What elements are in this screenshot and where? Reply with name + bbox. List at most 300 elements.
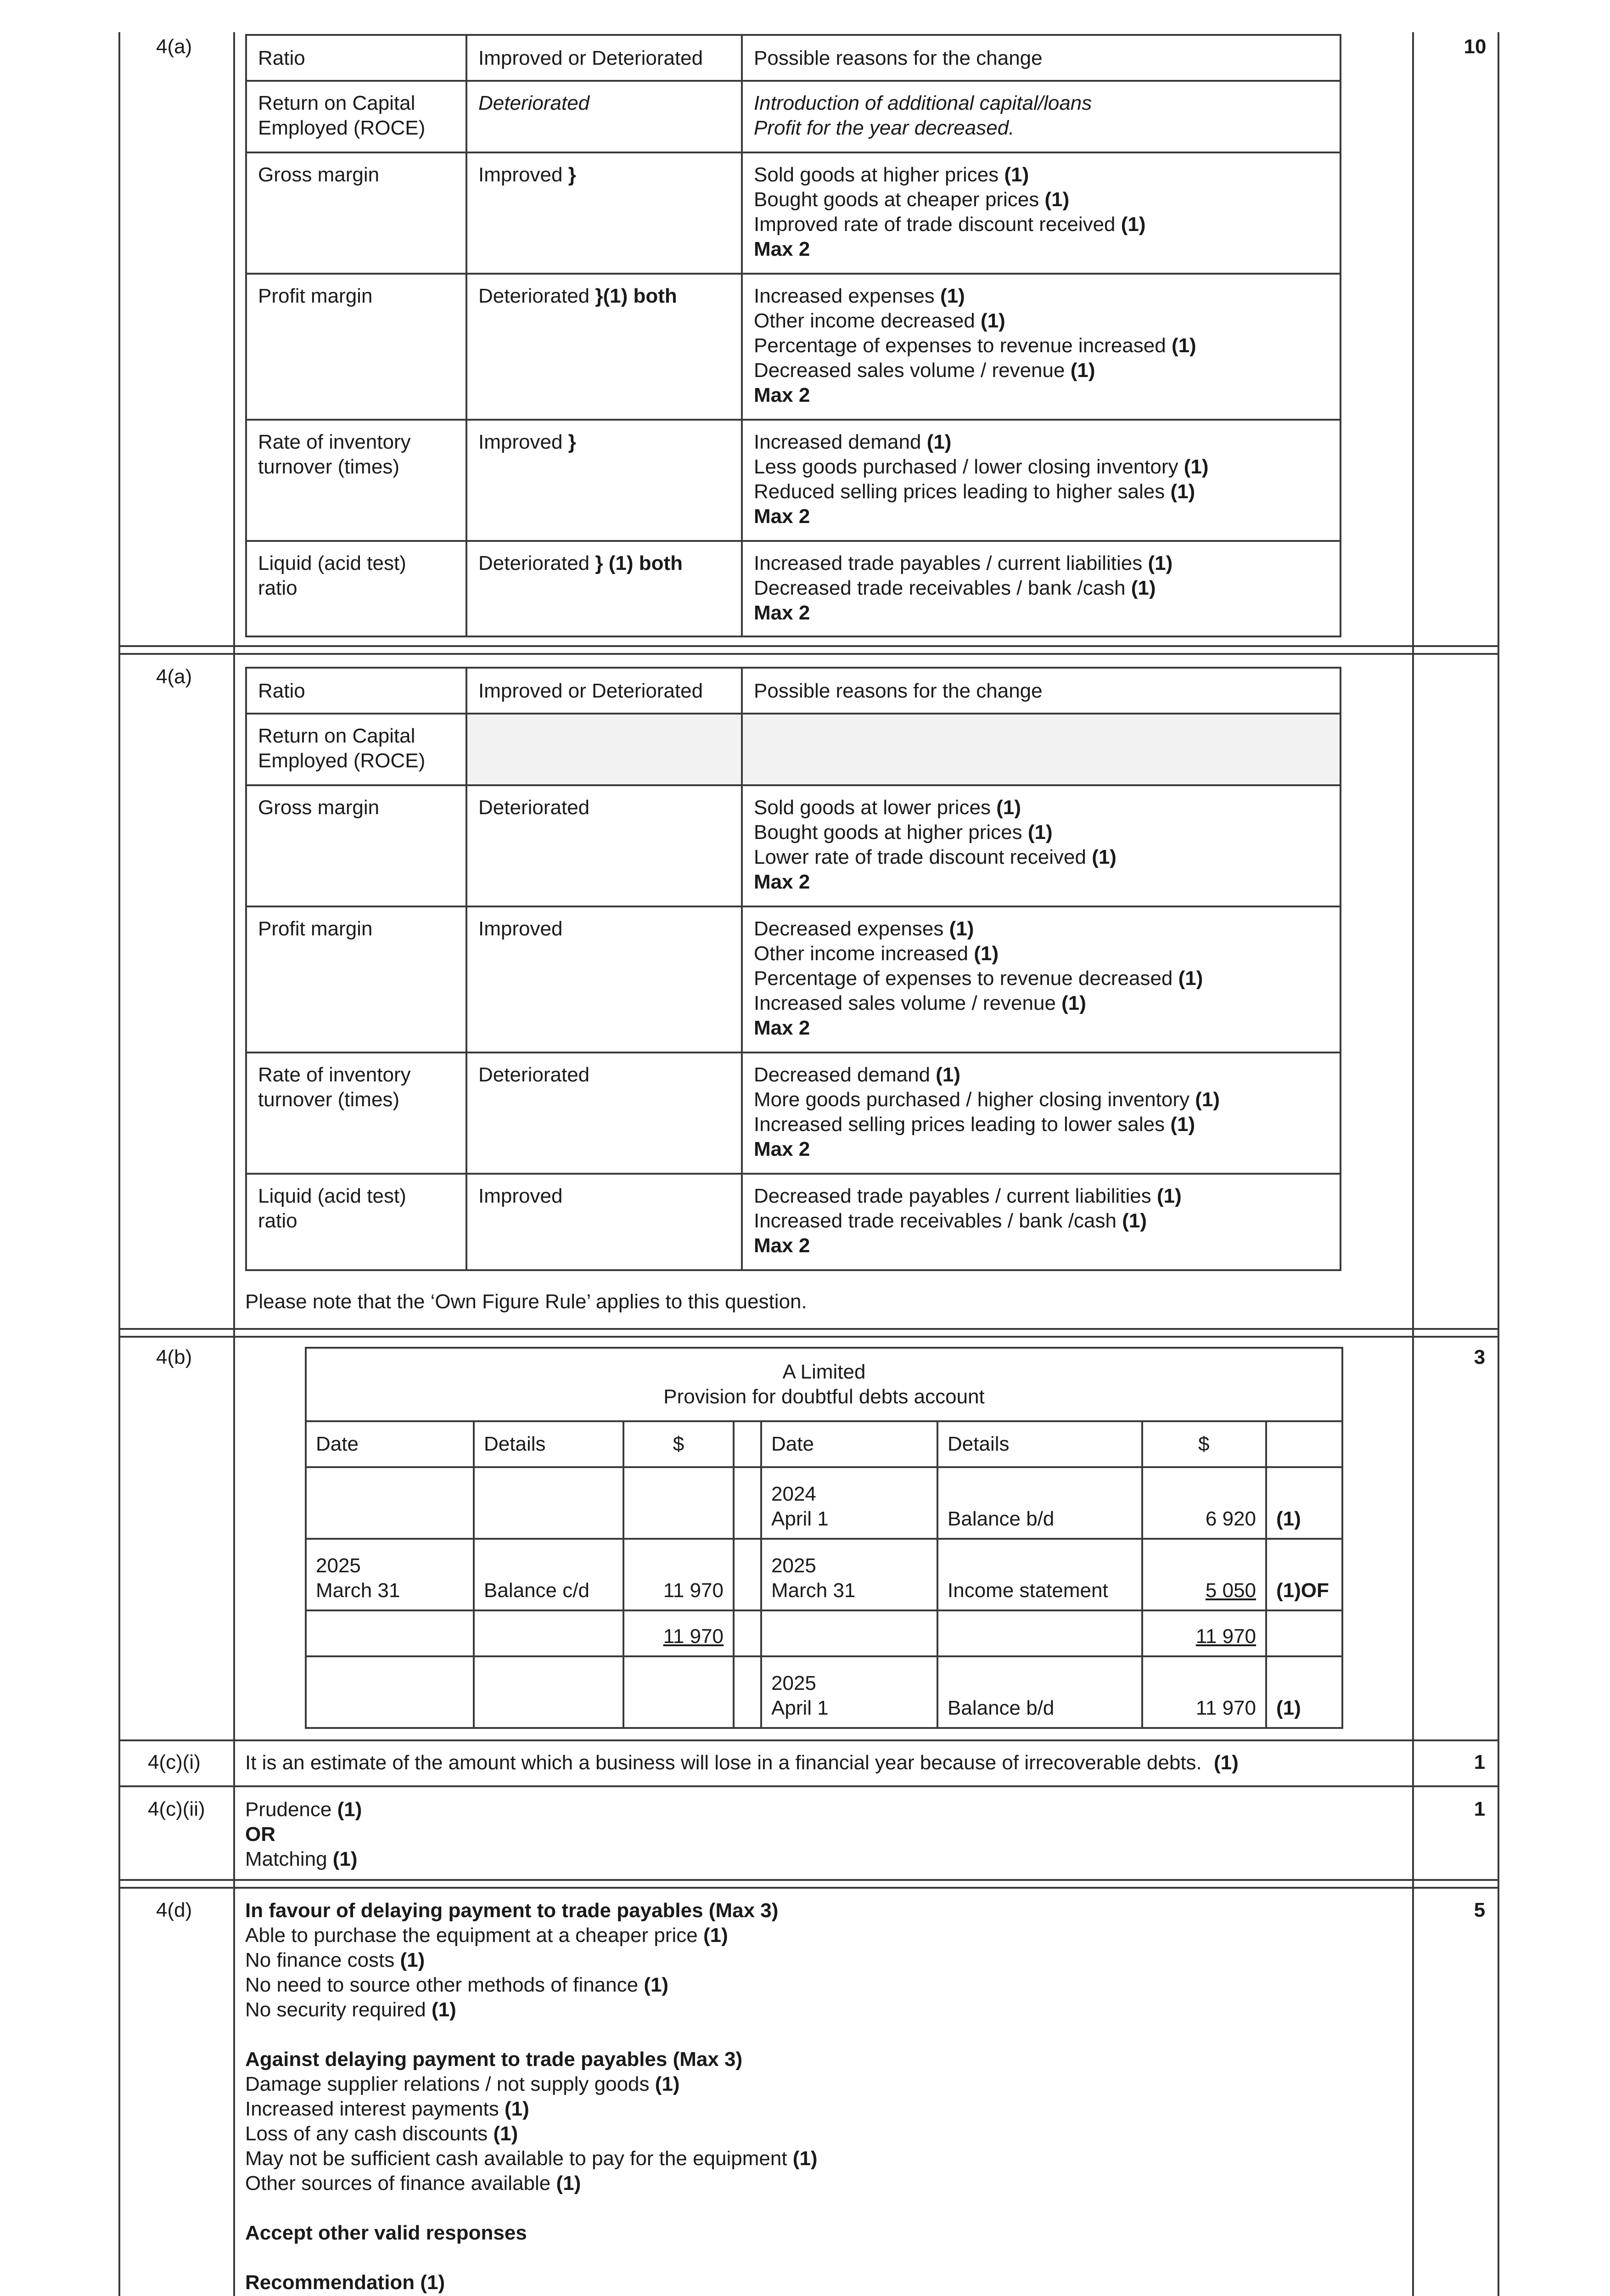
ratio-name: turnover (times) xyxy=(258,1088,400,1111)
list-item-mark: (1) xyxy=(792,2147,818,2170)
list-item-mark: (1) xyxy=(703,1924,728,1947)
total-marks: 10 xyxy=(1464,35,1487,58)
reasons-line xyxy=(754,1087,1329,1112)
answer-text: Improved rate of trade discount received xyxy=(754,213,1121,236)
change-line xyxy=(478,795,730,820)
reasons-line xyxy=(754,966,1329,991)
reasons-line xyxy=(754,1233,1329,1258)
header-ratio: Ratio xyxy=(246,668,466,714)
reasons-line xyxy=(754,455,1329,479)
header-reasons: Possible reasons for the change xyxy=(742,668,1341,714)
mark-text: (1) xyxy=(1157,1185,1182,1207)
header-change: Improved or Deteriorated xyxy=(466,668,742,714)
list-item-mark: (1) xyxy=(504,2098,529,2120)
change-line xyxy=(478,91,730,116)
favour-heading: In favour of delaying payment to trade payables (Max 3) xyxy=(245,1899,779,1922)
empty-cell xyxy=(937,1610,1142,1656)
table-header-row xyxy=(246,668,1341,714)
list-item-text: Increased interest payments xyxy=(245,2098,505,2120)
mark-text: (1) xyxy=(996,796,1021,819)
mark-text: (1) xyxy=(1004,163,1029,186)
change-line xyxy=(478,1184,730,1209)
entry-details: Balance b/d xyxy=(937,1656,1142,1728)
reasons-line xyxy=(754,187,1329,212)
total-marks: 3 xyxy=(1474,1346,1486,1368)
list-item-mark: (1) xyxy=(655,2073,680,2095)
blank-line xyxy=(245,2196,818,2221)
ratio-name: Profit margin xyxy=(258,917,373,940)
mark-text: Max 2 xyxy=(754,1138,810,1160)
list-item-text: No need to source other methods of finance xyxy=(245,1974,644,1996)
mark-text: (1) xyxy=(1170,480,1195,503)
answer-line xyxy=(245,1847,362,1872)
mark-text: } xyxy=(568,163,576,186)
entry-year: 2024 xyxy=(771,1483,816,1505)
reasons-line xyxy=(754,576,1329,601)
change-cell xyxy=(466,1052,742,1174)
entry-mark: (1)OF xyxy=(1266,1539,1342,1610)
header-mark xyxy=(1266,1421,1342,1467)
ratio-name: Employed (ROCE) xyxy=(258,117,426,139)
list-item xyxy=(245,2146,818,2171)
mark-text: (1) xyxy=(949,917,974,940)
mark-text: (1) xyxy=(1171,334,1196,357)
total-marks: 5 xyxy=(1474,1899,1486,1921)
ratio-name: Liquid (acid test) xyxy=(258,552,406,574)
ratio-name-cell xyxy=(246,906,466,1052)
list-item xyxy=(245,1948,818,1973)
company-name: A Limited xyxy=(782,1361,866,1383)
entry-day: March 31 xyxy=(771,1579,856,1602)
entry-mark: (1) xyxy=(1266,1656,1342,1728)
ratio-name: Profit margin xyxy=(258,285,373,307)
change-line xyxy=(478,551,730,576)
list-item xyxy=(245,2122,818,2146)
list-item-mark: (1) xyxy=(400,1949,425,1971)
list-item-mark: (1) xyxy=(493,2122,518,2145)
row-divider xyxy=(118,1879,1499,1881)
ratio-name: turnover (times) xyxy=(258,456,400,478)
row-divider xyxy=(118,1328,1499,1330)
question-label: 4(b) xyxy=(156,1346,192,1368)
reasons-cell xyxy=(742,152,1341,274)
reasons-line xyxy=(754,333,1329,358)
entry-date xyxy=(761,1467,937,1539)
ratio-name: ratio xyxy=(258,1210,297,1232)
answer-text: Deteriorated xyxy=(478,796,590,819)
answer-text xyxy=(245,1797,362,1872)
list-item xyxy=(245,1998,818,2022)
reasons-line xyxy=(754,309,1329,333)
answer-text: Bought goods at cheaper prices xyxy=(754,188,1045,211)
change-cell xyxy=(466,1174,742,1270)
empty-cell xyxy=(306,1610,474,1656)
reasons-line xyxy=(754,1063,1329,1087)
mark-text: (1) xyxy=(1131,577,1156,599)
underlined-total: 11 970 xyxy=(1195,1625,1256,1648)
reasons-line xyxy=(754,1209,1329,1233)
entry-day: March 31 xyxy=(316,1579,400,1602)
list-item-text: Loss of any cash discounts xyxy=(245,2122,494,2145)
entry-amount: 11 970 xyxy=(1142,1656,1266,1728)
reasons-cell xyxy=(742,1174,1341,1270)
answer-text: Increased selling prices leading to lower sales xyxy=(754,1113,1171,1136)
change-line xyxy=(478,430,730,455)
reasons-cell xyxy=(742,274,1341,420)
table-row xyxy=(246,785,1341,906)
entry-amount: 11 970 xyxy=(623,1539,734,1610)
ratio-name: Employed (ROCE) xyxy=(258,749,426,772)
answer-text: Improved xyxy=(478,431,568,453)
list-item-text: Other sources of finance available xyxy=(245,2172,556,2195)
reasons-cell xyxy=(742,1052,1341,1174)
table-row xyxy=(246,1174,1341,1270)
answer-text: Other income decreased xyxy=(754,310,981,332)
answer-text: Profit for the year decreased. xyxy=(754,117,1015,139)
answer-text: Percentage of expenses to revenue increased xyxy=(754,334,1172,357)
change-line xyxy=(478,163,730,187)
empty-cell xyxy=(306,1656,474,1728)
change-cell xyxy=(466,81,742,152)
row-divider xyxy=(118,645,1499,647)
column-rule-marks xyxy=(1412,32,1414,2296)
answer-text: Increased trade receivables / bank /cash xyxy=(754,1210,1122,1232)
change-line xyxy=(478,1063,730,1087)
table-row xyxy=(246,274,1341,420)
header-details-debit: Details xyxy=(474,1421,623,1467)
reasons-line xyxy=(754,430,1329,455)
underlined-total: 11 970 xyxy=(663,1625,724,1648)
ratio-name-cell xyxy=(246,274,466,420)
mark-text: Max 2 xyxy=(754,384,810,406)
list-item-mark: (1) xyxy=(556,2172,581,2195)
entry-details: Balance c/d xyxy=(474,1539,623,1610)
answer-text: Other income increased xyxy=(754,942,974,965)
change-cell xyxy=(466,152,742,274)
header-ratio: Ratio xyxy=(246,35,466,81)
empty-cell xyxy=(623,1656,734,1728)
reasons-line xyxy=(754,991,1329,1016)
reasons-line xyxy=(754,601,1329,625)
ratio-name-cell xyxy=(246,420,466,541)
empty-cell xyxy=(761,1610,937,1656)
answer-text: Increased expenses xyxy=(754,285,941,307)
list-item-mark: (1) xyxy=(431,1998,456,2021)
list-item xyxy=(245,1923,818,1948)
concept-matching: Matching xyxy=(245,1848,327,1870)
empty-cell xyxy=(734,1610,761,1656)
answer-text: Bought goods at higher prices xyxy=(754,821,1028,844)
reasons-line xyxy=(754,237,1329,262)
entry-amount xyxy=(1142,1539,1266,1610)
mark-text: (1) xyxy=(1044,188,1070,211)
mark-text: (1) xyxy=(1178,967,1203,990)
answer-text: Reduced selling prices leading to higher sales xyxy=(754,480,1171,503)
mark-text: Max 2 xyxy=(754,1234,810,1257)
mark-text: (1) xyxy=(1148,552,1173,574)
total-marks: 1 xyxy=(1474,1798,1486,1820)
question-label: 4(c)(ii) xyxy=(148,1798,205,1820)
reasons-line xyxy=(754,163,1329,187)
entry-amount: 6 920 xyxy=(1142,1467,1266,1539)
mark-text: (1) xyxy=(1195,1088,1220,1111)
mark-text: (1) xyxy=(926,431,952,453)
account-title-cell xyxy=(306,1348,1342,1421)
answer-text: Introduction of additional capital/loans xyxy=(754,92,1092,114)
answer-text: More goods purchased / higher closing inventory xyxy=(754,1088,1195,1111)
total-amount-credit xyxy=(1142,1610,1266,1656)
question-label: 4(a) xyxy=(156,35,192,58)
reasons-line xyxy=(754,1184,1329,1209)
row-divider xyxy=(118,653,1499,655)
reasons-line xyxy=(754,116,1329,141)
table-row xyxy=(246,81,1341,152)
mark-text: (1) xyxy=(1184,456,1209,478)
list-item-text: May not be sufficient cash available to pay for the equipment xyxy=(245,2147,793,2170)
reasons-cell xyxy=(742,714,1341,785)
change-cell xyxy=(466,420,742,541)
reasons-cell xyxy=(742,541,1341,636)
answer-text: Deteriorated xyxy=(478,92,590,114)
mark-text: (1) xyxy=(940,285,965,307)
mark-text: Max 2 xyxy=(754,871,810,893)
answer-text: Increased demand xyxy=(754,431,927,453)
answer-text: Deteriorated xyxy=(478,285,595,307)
entry-year: 2025 xyxy=(316,1554,361,1577)
table-row xyxy=(246,420,1341,541)
total-marks: 1 xyxy=(1474,1751,1486,1773)
empty-cell xyxy=(734,1539,761,1610)
answer-mark: (1) xyxy=(332,1848,358,1870)
question-label: 4(c)(i) xyxy=(148,1751,201,1773)
table-row xyxy=(246,714,1341,785)
question-label: 4(a) xyxy=(156,665,192,688)
mark-text: (1) xyxy=(1070,359,1095,382)
reasons-line xyxy=(754,212,1329,237)
reasons-line xyxy=(754,1137,1329,1162)
answer-line xyxy=(245,1797,362,1822)
or-separator: OR xyxy=(245,1823,275,1846)
reasons-cell xyxy=(742,906,1341,1052)
answer-text: Decreased trade receivables / bank /cash xyxy=(754,577,1131,599)
mark-text: } xyxy=(568,431,576,453)
answer-text: Improved xyxy=(478,1185,563,1207)
mark-text: Max 2 xyxy=(754,1017,810,1039)
mark-text: (1) xyxy=(981,310,1005,332)
ratio-name: Return on Capital xyxy=(258,725,415,747)
answer-text: Sold goods at lower prices xyxy=(754,796,997,819)
change-cell xyxy=(466,906,742,1052)
answer-text: Decreased demand xyxy=(754,1064,936,1086)
answer-text xyxy=(245,1898,818,2295)
reasons-line xyxy=(754,1016,1329,1041)
empty-cell xyxy=(474,1610,623,1656)
change-cell xyxy=(466,274,742,420)
change-cell xyxy=(466,714,742,785)
mark-text: (1) xyxy=(1061,992,1086,1014)
header-amount-debit: $ xyxy=(623,1421,734,1467)
ratio-name-cell xyxy=(246,81,466,152)
list-item xyxy=(245,1973,818,1998)
change-cell xyxy=(466,541,742,636)
entry-details: Income statement xyxy=(937,1539,1142,1610)
own-figure-rule-note: Please note that the ‘Own Figure Rule’ applies to this question. xyxy=(245,1290,807,1313)
mark-text: }(1) both xyxy=(595,285,677,307)
list-item-text: Able to purchase the equipment at a cheaper price xyxy=(245,1924,703,1947)
column-rule-question xyxy=(233,32,235,2296)
header-amount-credit: $ xyxy=(1142,1421,1266,1467)
reasons-line xyxy=(754,795,1329,820)
list-item xyxy=(245,2072,818,2097)
ratio-analysis-table-ofr xyxy=(245,667,1341,1271)
reasons-line xyxy=(754,504,1329,529)
against-list xyxy=(245,2072,818,2196)
reasons-cell xyxy=(742,81,1341,152)
account-name: Provision for doubtful debts account xyxy=(663,1385,985,1408)
mark-text: (1) xyxy=(1121,213,1146,236)
empty-cell xyxy=(734,1467,761,1539)
table-row xyxy=(246,906,1341,1052)
entry-date xyxy=(761,1539,937,1610)
list-item-mark: (1) xyxy=(644,1974,669,1996)
list-item xyxy=(245,2097,818,2122)
entry-date xyxy=(761,1656,937,1728)
row-divider xyxy=(118,1336,1499,1338)
definition-text: It is an estimate of the amount which a business will lose in a financial year because of irrecoverable debts. xyxy=(245,1751,1202,1774)
total-amount-debit xyxy=(623,1610,734,1656)
answer-text xyxy=(245,1750,1239,1775)
change-line xyxy=(478,917,730,941)
list-item-text: No security required xyxy=(245,1998,432,2021)
mark-text: Max 2 xyxy=(754,505,810,528)
question-label: 4(d) xyxy=(156,1899,192,1921)
empty-cell xyxy=(306,1467,474,1539)
reasons-line xyxy=(754,820,1329,845)
reasons-line xyxy=(754,358,1329,383)
list-item xyxy=(245,2171,818,2196)
empty-cell xyxy=(734,1656,761,1728)
mark-text: Max 2 xyxy=(754,238,810,260)
header-details-credit: Details xyxy=(937,1421,1142,1467)
reasons-line xyxy=(754,551,1329,576)
answer-text: Decreased expenses xyxy=(754,917,949,940)
answer-mark: (1) xyxy=(1214,1751,1239,1774)
answer-text: Decreased trade payables / current liabilities xyxy=(754,1185,1157,1207)
answer-text: Increased trade payables / current liabilities xyxy=(754,552,1148,574)
empty-cell xyxy=(474,1467,623,1539)
row-divider xyxy=(118,1739,1499,1741)
entry-mark: (1) xyxy=(1266,1467,1342,1539)
entry-day: April 1 xyxy=(771,1697,829,1719)
row-divider xyxy=(118,1785,1499,1787)
against-heading: Against delaying payment to trade payables (Max 3) xyxy=(245,2048,743,2071)
answer-text: Improved xyxy=(478,917,563,940)
provision-account-table xyxy=(305,1347,1343,1729)
list-item-text: No finance costs xyxy=(245,1949,400,1971)
ratio-name: Gross margin xyxy=(258,796,380,819)
table-row xyxy=(246,152,1341,274)
reasons-line xyxy=(754,870,1329,895)
ratio-analysis-table xyxy=(245,34,1341,637)
reasons-line xyxy=(754,1112,1329,1137)
table-row xyxy=(246,1052,1341,1174)
concept-prudence: Prudence xyxy=(245,1798,332,1821)
entry-details: Balance b/d xyxy=(937,1467,1142,1539)
table-row xyxy=(246,541,1341,636)
header-reasons: Possible reasons for the change xyxy=(742,35,1341,81)
ratio-name-cell xyxy=(246,714,466,785)
mark-text: (1) xyxy=(974,942,999,965)
reasons-cell xyxy=(742,785,1341,906)
entry-year: 2025 xyxy=(771,1554,816,1577)
ratio-name: Rate of inventory xyxy=(258,431,411,453)
ratio-name-cell xyxy=(246,785,466,906)
empty-cell xyxy=(623,1467,734,1539)
header-change: Improved or Deteriorated xyxy=(466,35,742,81)
reasons-line xyxy=(754,941,1329,966)
empty-cell xyxy=(474,1656,623,1728)
mark-text: (1) xyxy=(1170,1113,1195,1136)
mark-text: (1) xyxy=(1092,846,1116,868)
favour-list xyxy=(245,1923,818,2022)
answer-text: Less goods purchased / lower closing inventory xyxy=(754,456,1184,478)
change-cell xyxy=(466,785,742,906)
mark-text: (1) xyxy=(1027,821,1053,844)
answer-text: Decreased sales volume / revenue xyxy=(754,359,1071,382)
answer-mark: (1) xyxy=(337,1798,362,1821)
reasons-line xyxy=(754,383,1329,408)
recommendation: Recommendation (1) xyxy=(245,2271,445,2294)
ratio-name-cell xyxy=(246,541,466,636)
blank-line xyxy=(245,2022,818,2047)
mark-text: (1) xyxy=(936,1064,961,1086)
reasons-cell xyxy=(742,420,1341,541)
blank-line xyxy=(245,2245,818,2270)
reasons-line xyxy=(754,845,1329,870)
answer-text: Lower rate of trade discount received xyxy=(754,846,1092,868)
answer-text: Deteriorated xyxy=(478,552,595,574)
ratio-name-cell xyxy=(246,1174,466,1270)
ratio-name: Rate of inventory xyxy=(258,1064,411,1086)
entry-year: 2025 xyxy=(771,1672,816,1694)
accept-other-responses: Accept other valid responses xyxy=(245,2222,527,2244)
entry-date xyxy=(306,1539,474,1610)
answer-text: Increased sales volume / revenue xyxy=(754,992,1062,1014)
ratio-name-cell xyxy=(246,1052,466,1174)
answer-text: Percentage of expenses to revenue decreased xyxy=(754,967,1178,990)
ratio-name: Gross margin xyxy=(258,163,380,186)
table-header-row xyxy=(246,35,1341,81)
answer-text: Deteriorated xyxy=(478,1064,590,1086)
ratio-name: ratio xyxy=(258,577,297,599)
mark-text: } (1) both xyxy=(595,552,683,574)
header-date-credit: Date xyxy=(761,1421,937,1467)
ratio-name: Return on Capital xyxy=(258,92,415,114)
ratio-name: Liquid (acid test) xyxy=(258,1185,406,1207)
reasons-line xyxy=(754,479,1329,504)
change-line xyxy=(478,284,730,309)
reasons-line xyxy=(754,284,1329,309)
reasons-line xyxy=(754,91,1329,116)
ratio-name-cell xyxy=(246,152,466,274)
row-divider xyxy=(118,1887,1499,1889)
empty-cell xyxy=(1266,1610,1342,1656)
mark-text: (1) xyxy=(1122,1210,1147,1232)
list-item-text: Damage supplier relations / not supply goods xyxy=(245,2073,655,2095)
header-date-debit: Date xyxy=(306,1421,474,1467)
answer-text: Improved xyxy=(478,163,568,186)
header-spacer xyxy=(734,1421,761,1467)
